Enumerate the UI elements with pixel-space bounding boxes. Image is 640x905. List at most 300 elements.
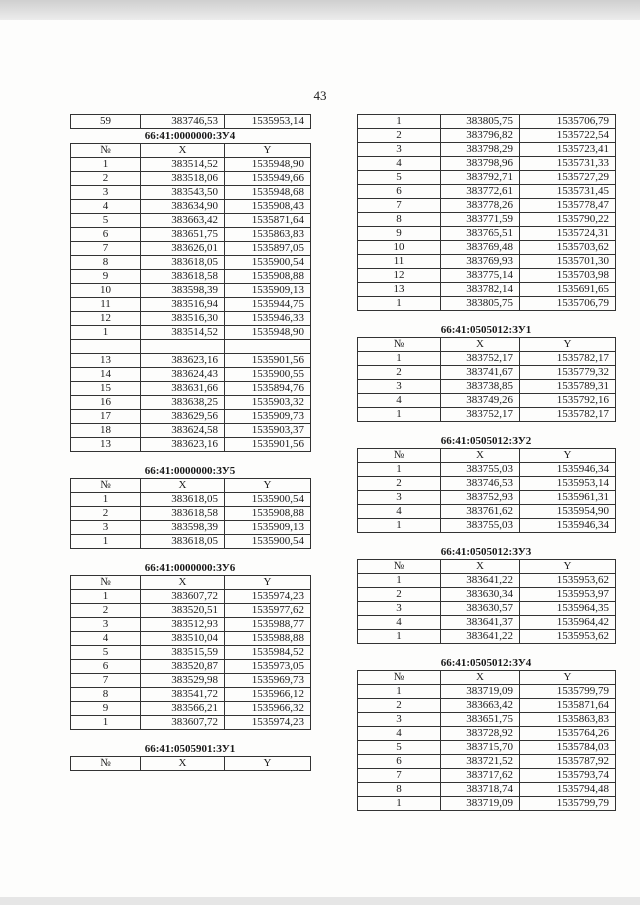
x-coordinate: 383510,04 (141, 632, 225, 646)
x-coordinate: 383746,53 (141, 115, 225, 129)
y-coordinate: 1535894,76 (225, 382, 311, 396)
table-row (71, 410, 311, 424)
point-number: 13 (358, 283, 441, 297)
point-number: 16 (71, 396, 141, 410)
header-x: X (441, 671, 520, 685)
point-number: 8 (71, 688, 141, 702)
table-row (71, 535, 311, 549)
header-number: № (71, 479, 141, 493)
table-header-row (358, 671, 616, 685)
point-number: 7 (358, 199, 441, 213)
point-number: 1 (358, 685, 441, 699)
y-coordinate: 1535706,79 (520, 297, 616, 311)
point-number: 1 (358, 297, 441, 311)
point-number: 1 (358, 630, 441, 644)
table-row (358, 574, 616, 588)
y-coordinate: 1535964,42 (520, 616, 616, 630)
table-header-row (358, 449, 616, 463)
section-gap (357, 644, 621, 656)
table-row (358, 783, 616, 797)
y-coordinate: 1535953,14 (520, 477, 616, 491)
x-coordinate: 383769,48 (441, 241, 520, 255)
y-coordinate: 1535901,56 (225, 354, 311, 368)
point-number: 18 (71, 424, 141, 438)
point-number: 6 (358, 185, 441, 199)
table-header-row (358, 560, 616, 574)
point-number: 3 (358, 380, 441, 394)
section-title: 66:41:0000000:ЗУ4 (144, 130, 236, 142)
point-number: 1 (71, 535, 141, 549)
x-coordinate: 383761,62 (441, 505, 520, 519)
y-coordinate: 1535703,62 (520, 241, 616, 255)
section-title: 66:41:0505012:ЗУ2 (440, 435, 532, 447)
table-row (71, 493, 311, 507)
x-coordinate: 383638,25 (141, 396, 225, 410)
scanner-bottom-border (0, 897, 640, 905)
point-number: 11 (358, 255, 441, 269)
header-y: Y (225, 144, 311, 158)
table-row (71, 674, 311, 688)
table-row (71, 604, 311, 618)
header-y: Y (520, 671, 616, 685)
y-coordinate: 1535908,43 (225, 200, 311, 214)
point-number: 1 (71, 716, 141, 730)
x-coordinate: 383516,94 (141, 298, 225, 312)
x-coordinate: 383629,56 (141, 410, 225, 424)
point-number: 5 (358, 741, 441, 755)
y-coordinate: 1535863,83 (225, 228, 311, 242)
table-row (71, 368, 311, 382)
point-number: 17 (71, 410, 141, 424)
section-gap (357, 422, 621, 434)
point-number: 1 (71, 493, 141, 507)
table-row (71, 340, 311, 354)
point-number: 2 (71, 604, 141, 618)
y-coordinate: 1535908,88 (225, 507, 311, 521)
y-coordinate: 1535863,83 (520, 713, 616, 727)
point-number: 59 (71, 115, 141, 129)
table-row (358, 115, 616, 129)
point-number: 3 (358, 143, 441, 157)
table-row (358, 157, 616, 171)
point-number: 12 (358, 269, 441, 283)
table-row (358, 602, 616, 616)
x-coordinate: 383746,53 (441, 477, 520, 491)
table-row (358, 797, 616, 811)
y-coordinate: 1535900,54 (225, 535, 311, 549)
y-coordinate: 1535790,22 (520, 213, 616, 227)
section-gap (70, 452, 334, 464)
table-header-row (358, 338, 616, 352)
y-coordinate: 1535964,35 (520, 602, 616, 616)
x-coordinate: 383651,75 (441, 713, 520, 727)
point-number: 4 (358, 157, 441, 171)
section-title: 66:41:0505012:ЗУ4 (440, 657, 532, 669)
y-coordinate: 1535900,55 (225, 368, 311, 382)
table-row (71, 312, 311, 326)
y-coordinate: 1535946,34 (520, 519, 616, 533)
point-number: 9 (71, 270, 141, 284)
y-coordinate: 1535731,45 (520, 185, 616, 199)
coordinate-table (70, 114, 311, 129)
point-number (71, 340, 141, 354)
x-coordinate: 383520,51 (141, 604, 225, 618)
y-coordinate: 1535871,64 (225, 214, 311, 228)
point-number: 1 (71, 590, 141, 604)
point-number: 4 (358, 394, 441, 408)
table-row (71, 716, 311, 730)
point-number: 10 (358, 241, 441, 255)
coordinate-table (70, 478, 311, 549)
y-coordinate: 1535793,74 (520, 769, 616, 783)
header-x: X (141, 144, 225, 158)
table-row (358, 769, 616, 783)
table-row (358, 269, 616, 283)
table-row (71, 354, 311, 368)
x-coordinate: 383566,21 (141, 702, 225, 716)
table-row (358, 394, 616, 408)
point-number: 7 (71, 242, 141, 256)
point-number: 5 (358, 171, 441, 185)
y-coordinate: 1535782,17 (520, 352, 616, 366)
x-coordinate (141, 340, 225, 354)
y-coordinate: 1535973,05 (225, 660, 311, 674)
x-coordinate: 383630,57 (441, 602, 520, 616)
header-y: Y (225, 479, 311, 493)
y-coordinate: 1535954,90 (520, 505, 616, 519)
table-row (71, 396, 311, 410)
point-number: 3 (71, 618, 141, 632)
y-coordinate (225, 340, 311, 354)
table-header-row (71, 757, 311, 771)
table-row (71, 618, 311, 632)
y-coordinate: 1535727,29 (520, 171, 616, 185)
y-coordinate: 1535903,37 (225, 424, 311, 438)
table-row (71, 326, 311, 340)
x-coordinate: 383529,98 (141, 674, 225, 688)
y-coordinate: 1535966,12 (225, 688, 311, 702)
y-coordinate: 1535953,97 (520, 588, 616, 602)
x-coordinate: 383715,70 (441, 741, 520, 755)
point-number: 1 (71, 158, 141, 172)
x-coordinate: 383805,75 (441, 115, 520, 129)
point-number: 8 (358, 783, 441, 797)
x-coordinate: 383775,14 (441, 269, 520, 283)
point-number: 6 (71, 228, 141, 242)
x-coordinate: 383752,17 (441, 408, 520, 422)
point-number: 8 (71, 256, 141, 270)
y-coordinate: 1535946,34 (520, 463, 616, 477)
y-coordinate: 1535988,88 (225, 632, 311, 646)
table-row (71, 214, 311, 228)
y-coordinate: 1535974,23 (225, 590, 311, 604)
page-number: 43 (313, 88, 327, 103)
x-coordinate: 383520,87 (141, 660, 225, 674)
point-number: 1 (358, 408, 441, 422)
coordinate-table (70, 575, 311, 730)
table-row (71, 172, 311, 186)
y-coordinate: 1535724,31 (520, 227, 616, 241)
x-coordinate: 383543,50 (141, 186, 225, 200)
point-number: 4 (358, 727, 441, 741)
point-number: 2 (71, 507, 141, 521)
y-coordinate: 1535703,98 (520, 269, 616, 283)
right-column (357, 114, 621, 811)
point-number: 10 (71, 284, 141, 298)
table-row (71, 688, 311, 702)
y-coordinate: 1535764,26 (520, 727, 616, 741)
point-number: 1 (71, 326, 141, 340)
header-x: X (141, 576, 225, 590)
x-coordinate: 383719,09 (441, 797, 520, 811)
y-coordinate: 1535784,03 (520, 741, 616, 755)
table-row (358, 241, 616, 255)
section-gap (357, 311, 621, 323)
y-coordinate: 1535908,88 (225, 270, 311, 284)
x-coordinate: 383769,93 (441, 255, 520, 269)
header-y: Y (225, 757, 311, 771)
scanner-top-border (0, 0, 640, 20)
y-coordinate: 1535723,41 (520, 143, 616, 157)
x-coordinate: 383641,37 (441, 616, 520, 630)
table-row (71, 284, 311, 298)
point-number: 4 (358, 505, 441, 519)
y-coordinate: 1535974,23 (225, 716, 311, 730)
table-row (71, 646, 311, 660)
y-coordinate: 1535966,32 (225, 702, 311, 716)
x-coordinate: 383514,52 (141, 158, 225, 172)
table-row (71, 228, 311, 242)
y-coordinate: 1535789,31 (520, 380, 616, 394)
y-coordinate: 1535984,52 (225, 646, 311, 660)
table-row (358, 616, 616, 630)
header-x: X (141, 757, 225, 771)
point-number: 1 (358, 463, 441, 477)
y-coordinate: 1535909,73 (225, 410, 311, 424)
y-coordinate: 1535903,32 (225, 396, 311, 410)
section-gap (357, 533, 621, 545)
x-coordinate: 383512,93 (141, 618, 225, 632)
y-coordinate: 1535701,30 (520, 255, 616, 269)
y-coordinate: 1535731,33 (520, 157, 616, 171)
header-x: X (441, 338, 520, 352)
section-gap (70, 549, 334, 561)
table-header-row (71, 144, 311, 158)
coordinate-table (70, 143, 311, 452)
table-row (71, 186, 311, 200)
table-row (358, 185, 616, 199)
table-row (358, 755, 616, 769)
section-title: 66:41:0505901:ЗУ1 (144, 743, 236, 755)
x-coordinate: 383607,72 (141, 716, 225, 730)
x-coordinate: 383718,74 (441, 783, 520, 797)
x-coordinate: 383719,09 (441, 685, 520, 699)
header-y: Y (520, 338, 616, 352)
header-x: X (141, 479, 225, 493)
point-number: 2 (358, 129, 441, 143)
x-coordinate: 383623,16 (141, 438, 225, 452)
table-row (358, 283, 616, 297)
y-coordinate: 1535691,65 (520, 283, 616, 297)
point-number: 7 (71, 674, 141, 688)
table-row (71, 507, 311, 521)
coordinate-table (357, 448, 616, 533)
table-row (71, 438, 311, 452)
coordinate-table (357, 114, 616, 311)
table-row (358, 463, 616, 477)
table-header-row (71, 479, 311, 493)
table-header-row (71, 576, 311, 590)
y-coordinate: 1535909,13 (225, 284, 311, 298)
point-number: 14 (71, 368, 141, 382)
point-number: 3 (358, 602, 441, 616)
table-row (358, 491, 616, 505)
table-row (71, 298, 311, 312)
x-coordinate: 383634,90 (141, 200, 225, 214)
table-row (358, 630, 616, 644)
table-row (71, 632, 311, 646)
y-coordinate: 1535706,79 (520, 115, 616, 129)
table-row (358, 699, 616, 713)
x-coordinate: 383518,06 (141, 172, 225, 186)
table-row (71, 158, 311, 172)
point-number: 13 (71, 354, 141, 368)
point-number: 2 (358, 588, 441, 602)
x-coordinate: 383798,29 (441, 143, 520, 157)
table-row (358, 227, 616, 241)
point-number: 1 (358, 115, 441, 129)
x-coordinate: 383749,26 (441, 394, 520, 408)
x-coordinate: 383765,51 (441, 227, 520, 241)
point-number: 1 (358, 574, 441, 588)
point-number: 6 (71, 660, 141, 674)
point-number: 5 (71, 214, 141, 228)
table-row (358, 199, 616, 213)
y-coordinate: 1535792,16 (520, 394, 616, 408)
point-number: 9 (358, 227, 441, 241)
coordinate-table (357, 337, 616, 422)
x-coordinate: 383717,62 (441, 769, 520, 783)
point-number: 3 (71, 186, 141, 200)
x-coordinate: 383624,58 (141, 424, 225, 438)
section-title: 66:41:0000000:ЗУ6 (144, 562, 236, 574)
x-coordinate: 383618,58 (141, 507, 225, 521)
x-coordinate: 383752,17 (441, 352, 520, 366)
x-coordinate: 383663,42 (441, 699, 520, 713)
table-row (358, 727, 616, 741)
x-coordinate: 383618,05 (141, 535, 225, 549)
y-coordinate: 1535948,68 (225, 186, 311, 200)
y-coordinate: 1535944,75 (225, 298, 311, 312)
x-coordinate: 383741,67 (441, 366, 520, 380)
x-coordinate: 383631,66 (141, 382, 225, 396)
x-coordinate: 383598,39 (141, 521, 225, 535)
table-row (71, 660, 311, 674)
point-number: 2 (358, 699, 441, 713)
header-number: № (358, 671, 441, 685)
point-number: 1 (358, 352, 441, 366)
point-number: 13 (71, 438, 141, 452)
y-coordinate: 1535900,54 (225, 256, 311, 270)
table-row (358, 213, 616, 227)
point-number: 15 (71, 382, 141, 396)
table-row (358, 255, 616, 269)
table-row (71, 590, 311, 604)
header-y: Y (520, 449, 616, 463)
x-coordinate: 383772,61 (441, 185, 520, 199)
x-coordinate: 383514,52 (141, 326, 225, 340)
header-y: Y (520, 560, 616, 574)
x-coordinate: 383796,82 (441, 129, 520, 143)
x-coordinate: 383782,14 (441, 283, 520, 297)
x-coordinate: 383738,85 (441, 380, 520, 394)
x-coordinate: 383618,05 (141, 256, 225, 270)
table-row (71, 242, 311, 256)
point-number: 3 (358, 491, 441, 505)
section-title: 66:41:0505012:ЗУ3 (440, 546, 532, 558)
table-row (358, 505, 616, 519)
header-number: № (71, 144, 141, 158)
table-row (358, 352, 616, 366)
point-number: 1 (358, 797, 441, 811)
header-number: № (358, 560, 441, 574)
y-coordinate: 1535953,62 (520, 630, 616, 644)
point-number: 4 (71, 632, 141, 646)
point-number: 1 (358, 519, 441, 533)
y-coordinate: 1535722,54 (520, 129, 616, 143)
y-coordinate: 1535778,47 (520, 199, 616, 213)
y-coordinate: 1535969,73 (225, 674, 311, 688)
x-coordinate: 383778,26 (441, 199, 520, 213)
point-number: 2 (71, 172, 141, 186)
y-coordinate: 1535988,77 (225, 618, 311, 632)
y-coordinate: 1535779,32 (520, 366, 616, 380)
x-coordinate: 383516,30 (141, 312, 225, 326)
x-coordinate: 383663,42 (141, 214, 225, 228)
table-row (358, 297, 616, 311)
point-number: 12 (71, 312, 141, 326)
y-coordinate: 1535949,66 (225, 172, 311, 186)
coordinate-table (357, 670, 616, 811)
point-number: 3 (358, 713, 441, 727)
y-coordinate: 1535961,31 (520, 491, 616, 505)
point-number: 2 (358, 477, 441, 491)
y-coordinate: 1535977,62 (225, 604, 311, 618)
section-title: 66:41:0000000:ЗУ5 (144, 465, 236, 477)
x-coordinate: 383728,92 (441, 727, 520, 741)
table-row (358, 588, 616, 602)
table-row (358, 143, 616, 157)
table-row (71, 256, 311, 270)
point-number: 11 (71, 298, 141, 312)
table-row (71, 424, 311, 438)
x-coordinate: 383798,96 (441, 157, 520, 171)
table-row (358, 741, 616, 755)
y-coordinate: 1535953,62 (520, 574, 616, 588)
point-number: 4 (71, 200, 141, 214)
header-number: № (358, 449, 441, 463)
y-coordinate: 1535871,64 (520, 699, 616, 713)
table-row (71, 270, 311, 284)
table-row (358, 171, 616, 185)
y-coordinate: 1535794,48 (520, 783, 616, 797)
y-coordinate: 1535948,90 (225, 158, 311, 172)
x-coordinate: 383752,93 (441, 491, 520, 505)
x-coordinate: 383618,05 (141, 493, 225, 507)
y-coordinate: 1535897,05 (225, 242, 311, 256)
y-coordinate: 1535948,90 (225, 326, 311, 340)
x-coordinate: 383541,72 (141, 688, 225, 702)
